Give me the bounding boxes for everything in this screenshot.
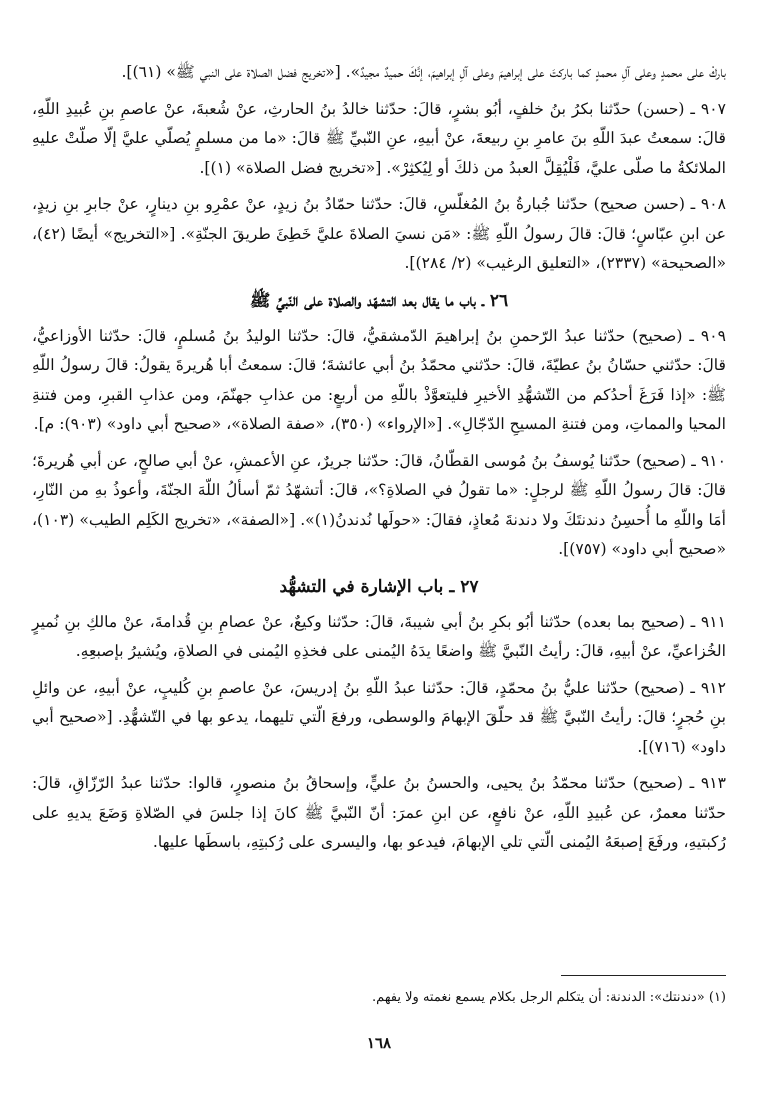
chapter-heading-27: ٢٧ ـ باب الإشارة في التشهُّد bbox=[279, 576, 479, 597]
hadith-912: ٩١٢ ـ (صحيح) حدّثنا عليُّ بنُ محمّدٍ، قالَ: حدّثنا عبدُ اللّهِ بنُ إدريسَ، عنْ عاصمِ بنِ كُليبٍ، عنْ أبيهِ، عن وائلِ بنِ حُجرٍ؛ قالَ: رأيتُ النّبيَّ ﷺ قد حلّقَ الإبهامَ والوسطى، ورفعَ الّتي تليهما، يدعو بها في التّشهُّدِ. [«صحيح أبي داود» (٧١٦)]. bbox=[32, 678, 726, 756]
hadith-908: ٩٠٨ ـ (حسن صحيح) حدّثنا جُبارةُ بنُ المُغلّسِ، قالَ: حدّثنا حمّادُ بنُ زيدٍ، عنْ عمْرِو بنِ دينارٍ، عنْ جابرِ بنِ زيدٍ، عن ابنِ عبّاسٍ؛ قالَ: قالَ رسولُ اللّهِ ﷺ: «مَن نسيَ الصلاةَ عليَّ خَطِئَ طريقَ الجنّةِ». [«التخريج» أيضًا (٤٢)، «الصحيحة» (٢٣٣٧)، «التعليق الرغيب» (٢/ ٢٨٤)]. bbox=[32, 195, 726, 272]
hadith-911: ٩١١ ـ (صحيح بما بعده) حدّثنا أبُو بكرِ بنُ أبي شيبةَ، قالَ: حدّثنا وكيعٌ، عنْ عصامِ بنِ قُدامةَ، عنْ مالكِ بنِ نُميرٍ الخُزاعيِّ، عنْ أبيهِ، قالَ: رأيتُ النّبيَّ ﷺ واضعًا يدَهُ اليُمنى على فخذِهِ اليُمنى في الصلاةِ، ويُشيرُ بإصبعِهِ. bbox=[32, 612, 726, 660]
hadith-909: ٩٠٩ ـ (صحيح) حدّثنا عبدُ الرّحمنِ بنُ إبراهيمَ الدّمشقيُّ، قالَ: حدّثنا الوليدُ بنُ مُسلمٍ، قالَ: حدّثنا الأوزاعيُّ، قالَ: حدّثني حسّانُ بنُ عطيّةَ، قالَ: حدّثني محمّدُ بنُ أبي عائشةَ؛ قالَ: سمعتُ أبا هُريرةَ يقولُ: قالَ رسولُ اللّهِ ﷺ: «إذا فَرَغَ أحدُكم من التّشهُّدِ الأخيرِ فليتعوَّذْ باللّهِ من أربعٍ: من عذابِ جهنّمَ، ومن عذابِ القبرِ، ومن فتنةِ المحيا والمماتِ، ومن فتنةِ المسيحِ الدّجّالِ». [«الإرواء» (٣٥٠)، «صفة الصلاة»، «صحيح أبي داود» (٩٠٣): م]. bbox=[32, 326, 726, 433]
page-number: ١٦٨ bbox=[366, 1034, 392, 1052]
hadith-910: ٩١٠ ـ (صحيح) حدّثنا يُوسفُ بنُ مُوسى القطّانُ، قالَ: حدّثنا جريرٌ، عنِ الأعمشِ، عنْ أبي صالحٍ، عن أبي هُريرةَ؛ قالَ: قالَ رسولُ اللّهِ ﷺ لرجلٍ: «ما تقولُ في الصلاةِ؟»، قالَ: أتشهّدُ ثمّ أسألُ اللّهَ الجنّةَ، وأعوذُ بهِ من النّارِ، أمَا واللّهِ ما أُحسِنُ دندنتَكَ ولا دندنةَ مُعاذٍ، فقالَ: «حولَها نُدندنُ(١)». [«الصفة»، «تخريج الكَلِم الطيب» (١٠٣)، «صحيح أبي داود» (٧٥٧)]. bbox=[32, 451, 726, 558]
footnote: (١) «دندنتك»: الدندنة: أن يتكلم الرجل بكلام يسمع نغمته ولا يفهم. bbox=[372, 990, 726, 1005]
hadith-913: ٩١٣ ـ (صحيح) حدّثنا محمّدُ بنُ يحيى، والحسنُ بنُ عليٍّ، وإسحاقُ بنُ منصورٍ، قالوا: حدّثنا عبدُ الرّزّاقِ، قالَ: حدّثنا معمرٌ، عن عُبيدِ اللّهِ، عنْ نافعٍ، عن ابنِ عمرَ: أنّ النّبيَّ ﷺ كانَ إذا جلسَ في الصّلاةِ وَضَعَ يديهِ على رُكبتيهِ، ورفَعَ إصبعَهُ اليُمنى الّتي تلي الإبهامَ، فيدعو بها، واليسرى على رُكبتِهِ، باسطَها عليها. bbox=[32, 774, 726, 851]
footnote-divider bbox=[561, 975, 726, 976]
hadith-907: ٩٠٧ ـ (حسن) حدّثنا بكرُ بنُ خلفٍ، أبُو بشرٍ، قالَ: حدّثنا خالدُ بنُ الحارثِ، عنْ شُعبةَ، عنْ عاصمِ بنِ عُبيدِ اللّهِ، قالَ: سمعتُ عبدَ اللّهِ بنَ عامرِ بنِ ربيعةَ، عنْ أبيهِ، عنِ النّبيِّ ﷺ قالَ: «ما من مسلمٍ يُصلّي عليَّ إلّا صلّتْ عليهِ الملائكةُ ما صلّى عليَّ، فَلْيُقِلَّ العبدُ من ذلكَ أو لِيُكثِرْ». [«تخريج فضل الصلاة» (١)]. bbox=[32, 99, 726, 177]
chapter-heading-26: ٢٦ ـ باب ما يقال بعد التشهّد والصلاة على النّبيِّ ﷺ bbox=[249, 290, 509, 311]
paragraph-continuation: باركْ على محمدٍ وعلى آلِ محمدٍ كما باركتَ على إبراهيمَ وعلى آلِ إبراهيمَ، إنَّكَ حميدٌ مجيدٌ». [«تخريج فضل الصلاة على النبي ﷺ» (٦١)]. bbox=[121, 63, 726, 81]
